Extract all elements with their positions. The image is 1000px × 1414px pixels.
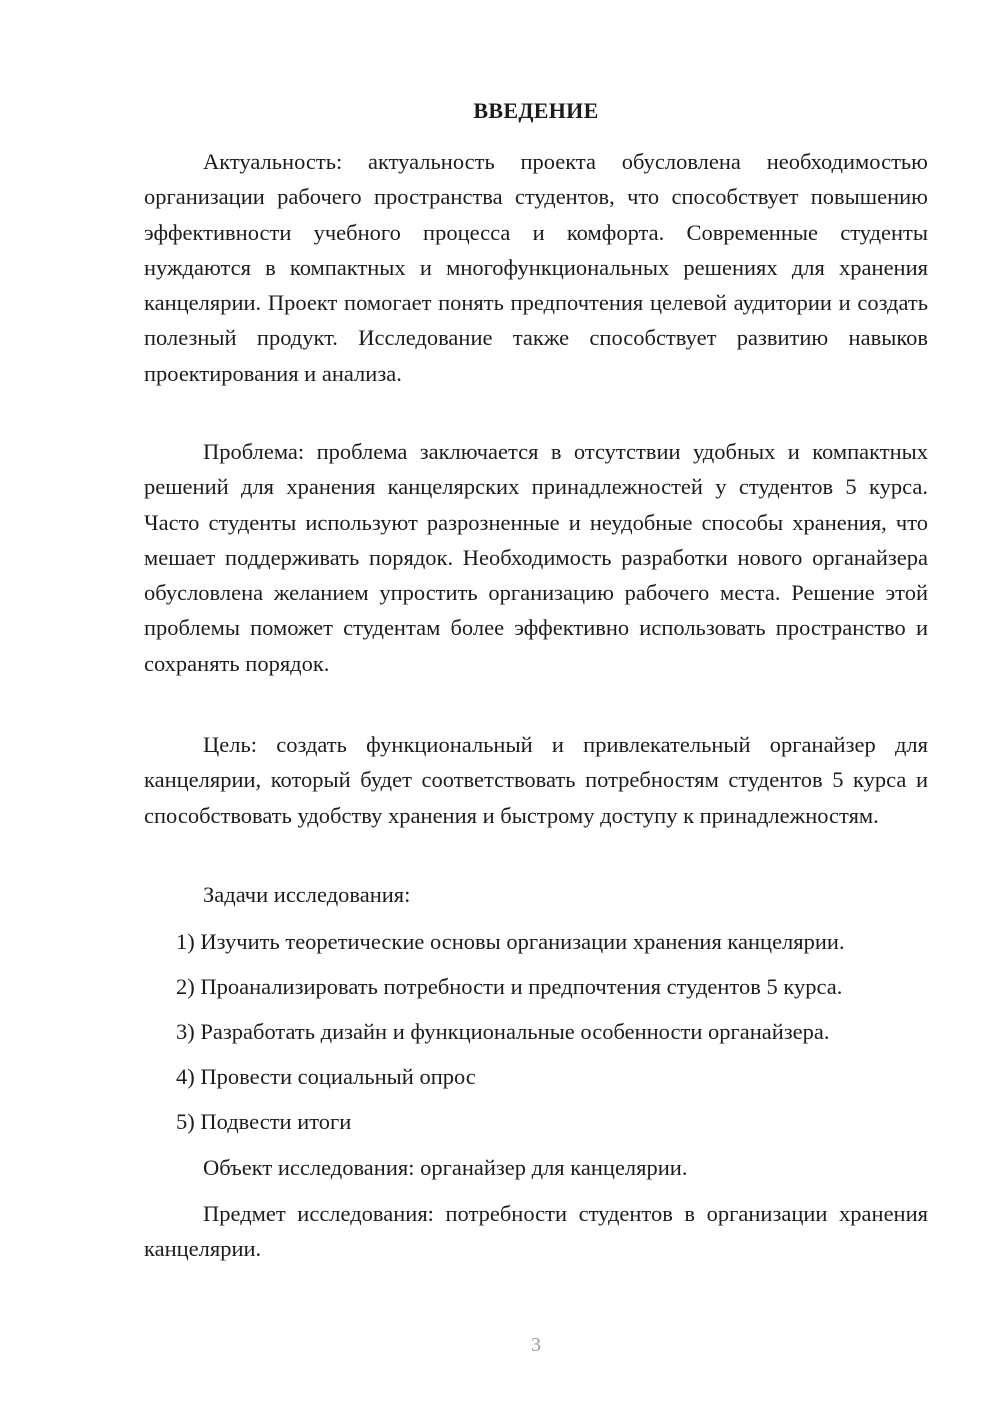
goal-paragraph: Цель: создать функциональный и привлекательный органайзер для канцелярии, который будет соответствовать потребностям студентов 5 курса и способствовать удобству хранения и быстрому доступу к принадлежностям.: [144, 732, 928, 828]
task-item: 5) Подвести итоги: [176, 1109, 352, 1134]
object-paragraph: Объект исследования: органайзер для канцелярии.: [203, 1155, 688, 1180]
problem-paragraph: Проблема: проблема заключается в отсутствии удобных и компактных решений для хранения канцелярских принадлежностей у студентов 5 курса. Часто студенты используют разрозненные и неудобные способы хранения, что мешает поддерживать порядок. Необходимость разработки нового органайзера обусловлена желанием упростить организацию рабочего места. Решение этой проблемы поможет студентам более эффективно использовать пространство и сохранять порядок.: [144, 439, 928, 676]
task-item: 2) Проанализировать потребности и предпочтения студентов 5 курса.: [176, 974, 843, 999]
relevance-paragraph: Актуальность: актуальность проекта обусловлена необходимостью организации рабочего пространства студентов, что способствует повышению эффективности учебного процесса и комфорта. Современные студенты нуждаются в компактных и многофункциональных решениях для хранения канцелярии. Проект помогает понять предпочтения целевой аудитории и создать полезный продукт. Исследование также способствует развитию навыков проектирования и анализа.: [144, 149, 928, 386]
task-item: 1) Изучить теоретические основы организации хранения канцелярии.: [176, 929, 845, 954]
page-number: 3: [531, 1334, 541, 1356]
task-item: 4) Провести социальный опрос: [176, 1064, 476, 1089]
subject-paragraph: Предмет исследования: потребности студентов в организации хранения канцелярии.: [144, 1201, 928, 1262]
section-heading: ВВЕДЕНИЕ: [473, 98, 599, 123]
tasks-intro: Задачи исследования:: [203, 882, 411, 907]
task-item: 3) Разработать дизайн и функциональные особенности органайзера.: [176, 1019, 830, 1044]
